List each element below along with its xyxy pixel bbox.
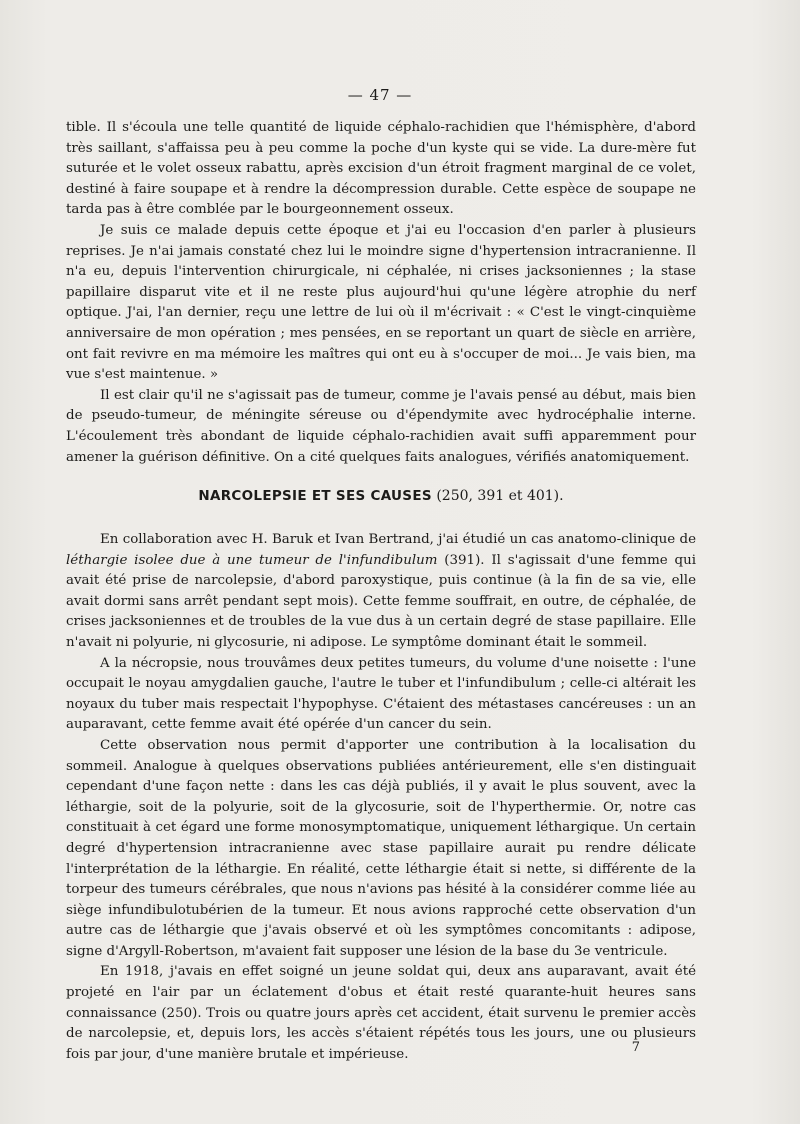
paragraph: Il est clair qu'il ne s'agissait pas de tumeur, comme je l'avais pensé au début, mais bien de pseudo-tumeur, de méningite séreuse ou d'épendymite avec hydrocéphalie interne. L'écoulement très abondant de liquide céphalo-rachidien avait suffi apparemment pour amener la guérison définitive. On a cité quelques faits analogues, vérifiés anatomiquement. — [66, 387, 696, 465]
paragraph-text: En collaboration avec H. Baruk et Ivan Bertrand, j'ai étudié un cas anatomo-clinique de — [100, 532, 696, 547]
paragraph: A la nécropsie, nous trouvâmes deux petites tumeurs, du volume d'une noisette : l'une occupait le noyau amygdalien gauche, l'autre le tuber et l'infundibulum ; celle-ci altérait les noyaux du tuber mais respectait l'hypophyse. C'étaient des métastases cancéreuses : un an auparavant, cette femme avait été opérée d'un cancer du sein. — [66, 655, 696, 733]
body-text-top — [66, 118, 696, 468]
paragraph: Je suis ce malade depuis cette époque et j'ai eu l'occasion d'en parler à plusieurs reprises. Je n'ai jamais constaté chez lui le moindre signe d'hypertension intracranienne. Il n'a eu, depuis l'intervention chirurgicale, ni céphalée, ni crises jacksoniennes ; la stase papillaire disparut vite et il ne reste plus aujourd'hui qu'une légère atrophie du nerf optique. J'ai, l'an dernier, reçu une lettre de lui où il m'écrivait : « C'est le vingt-cinquième anniversaire de mon opération ; mes pensées, en se reportant un quart de siècle en arrière, ont fait revivre en ma mémoire les maîtres qui ont eu à s'occuper de moi... Je vais bien, ma vue s'est maintenue. » — [66, 222, 696, 383]
page-number: — 47 — — [347, 86, 413, 104]
section-title: NARCOLEPSIE ET SES CAUSES — [198, 488, 432, 504]
signature-mark: 7 — [631, 1040, 640, 1055]
paragraph-text: (391). Il s'agissait d'une femme qui avait été prise de narcolepsie, d'abord paroxystique, puis continue (à la fin de sa vie, elle avait dormi sans arrêt pendant sept mois). Cette femme souffrait, en outre, de céphalée, de crises jacksoniennes et de troubles de la vue dus à un certain degré de stase papillaire. Elle n'avait ni polyurie, ni glycosurie, ni adipose. Le symptôme dominant était le sommeil. — [66, 552, 696, 650]
section-heading — [66, 488, 696, 504]
paragraph: Cette observation nous permit d'apporter une contribution à la localisation du sommeil. Analogue à quelques observations publiées antérieurement, elle s'en distinguait cependant d'une façon nette : dans les cas déjà publiés, il y avait le plus souvent, avec la léthargie, soit de la polyurie, soit de la glycosurie, soit de l'hyperthermie. Or, notre cas constituait à cet égard une forme monosymptomatique, uniquement léthargique. Un certain degré d'hypertension intracranienne avec stase papillaire aurait pu rendre délicate l'interprétation de la léthargie. En réalité, cette léthargie était si nette, si différente de la torpeur des tumeurs cérébrales, que nous n'avions pas hésité à la considérer comme liée au siège infundibulotubérien de la tumeur. Et nous avions rapproché cette observation d'un autre cas de léthargie que j'avais observé et où les symptômes concomitants : adipose, signe d'Argyll-Robertson, m'avaient fait supposer une lésion de la base du 3e ventricule. — [66, 737, 696, 959]
section-refs: (250, 391 et 401). — [436, 488, 564, 504]
paragraph — [66, 530, 696, 654]
italic-title: léthargie isolee due à une tumeur de l'infundibulum — [66, 552, 438, 568]
paragraph: tible. Il s'écoula une telle quantité de liquide céphalo-rachidien que l'hémisphère, d'abord très saillant, s'affaissa peu à peu comme la poche d'un kyste qui se vide. La dure-mère fut suturée et le volet osseux rabattu, après excision d'un étroit fragment marginal de ce volet, destiné à faire soupape et à rendre la décompression durable. Cette espèce de soupape ne tarda pas à être comblée par le bourgeonnement osseux. — [66, 120, 696, 218]
body-text-section — [66, 530, 696, 1065]
paragraph: En 1918, j'avais en effet soigné un jeune soldat qui, deux ans auparavant, avait été projeté en l'air par un éclatement d'obus et était resté quarante-huit heures sans connaissance (250). Trois ou quatre jours après cet accident, était survenu le premier accès de narcolepsie, et, depuis lors, les accès s'étaient répétés tous les jours, une ou plusieurs fois par jour, d'une manière brutale et impérieuse. — [66, 964, 696, 1062]
